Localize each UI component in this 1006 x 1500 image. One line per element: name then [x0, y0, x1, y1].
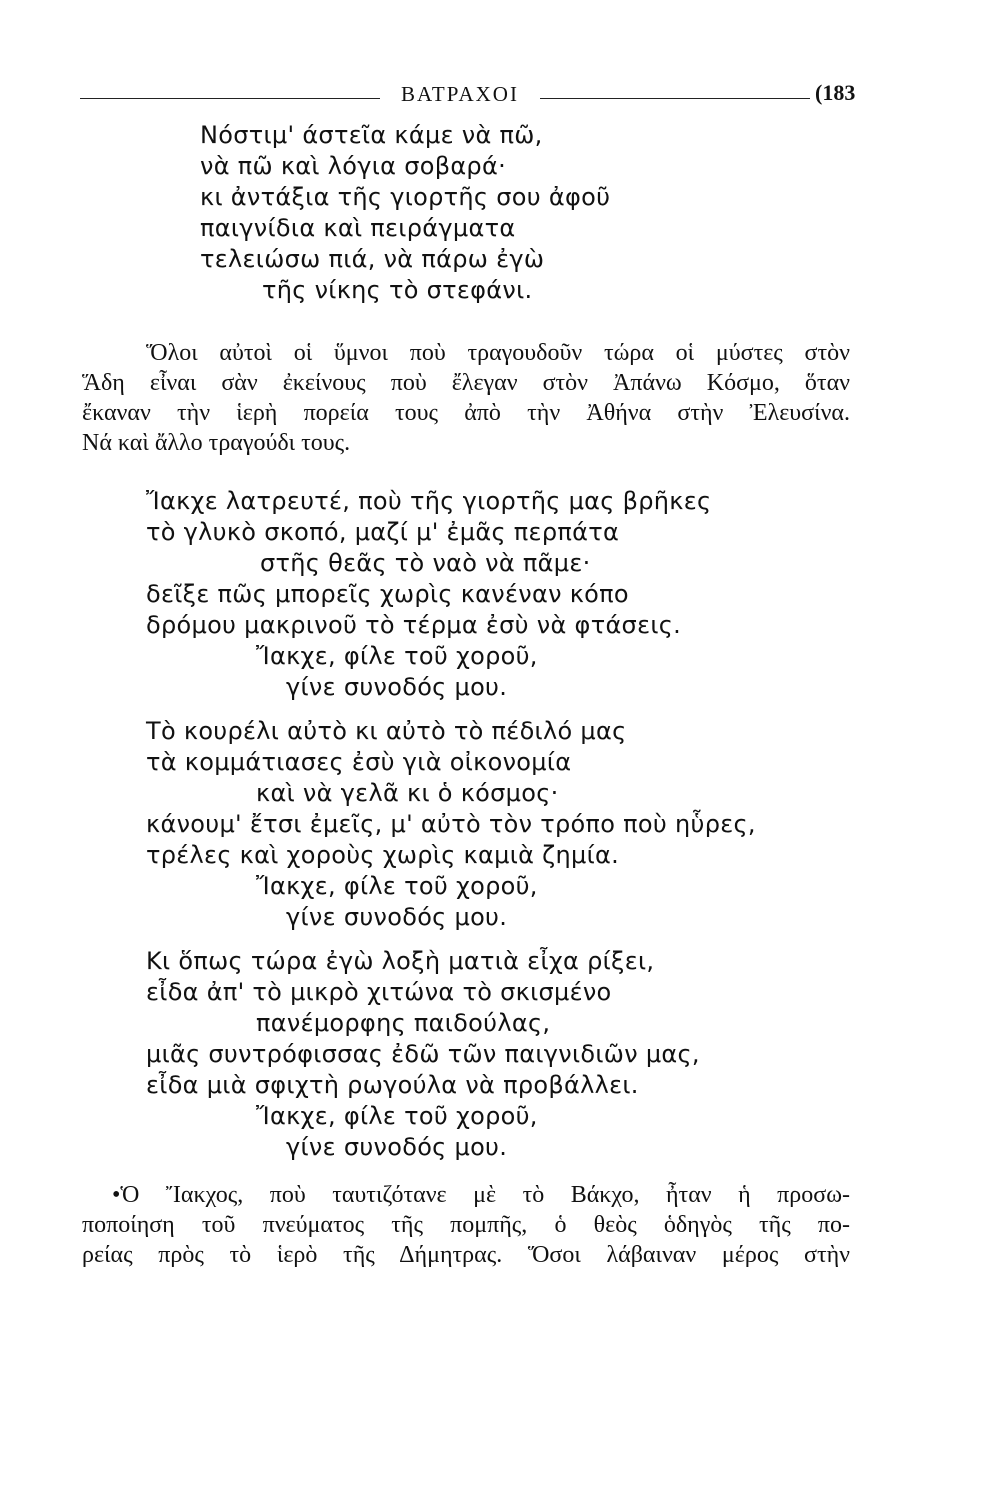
verse-line: Ἴακχε, φίλε τοῦ χοροῦ,	[256, 1102, 538, 1130]
verse-line: νὰ πῶ καὶ λόγια σοβαρά·	[200, 152, 507, 180]
verse-line: τελειώσω πιά, νὰ πάρω ἐγὼ	[200, 245, 545, 273]
verse-line: εἶδα ἀπ' τὸ μικρὸ χιτώνα τὸ σκισμένο	[146, 978, 612, 1006]
verse-line: δεῖξε πῶς μπορεῖς χωρὶς κανέναν κόπο	[146, 580, 629, 608]
verse-line: κάνουμ' ἔτσι ἐμεῖς, μ' αὐτὸ τὸν τρόπο ποὺ ηὗρες,	[146, 810, 756, 838]
footnote-line: ρείας πρὸς τὸ ἱερὸ τῆς Δήμητρας. Ὅσοι λάβαιναν μέρος στὴν	[82, 1242, 850, 1268]
verse-line: Κι ὅπως τώρα ἐγὼ λοξὴ ματιὰ εἶχα ρίξει,	[146, 947, 655, 975]
prose-line: ἔκαναν τὴν ἱερὴ πορεία τους ἀπὸ τὴν Ἀθήνα στὴν Ἐλευσίνα.	[82, 400, 850, 426]
prose-line: Ὅλοι αὐτοὶ οἱ ὕμνοι ποὺ τραγουδοῦν τώρα οἱ μύστες στὸν	[146, 340, 850, 366]
header-rule-left	[80, 98, 380, 99]
prose-line: Ἅδη εἶναι σὰν ἐκείνους ποὺ ἔλεγαν στὸν Ἀπάνω Κόσμο, ὅταν	[82, 370, 850, 396]
verse-line: εἶδα μιὰ σφιχτὴ ρωγούλα νὰ προβάλλει.	[146, 1071, 639, 1099]
verse-line: γίνε συνοδός μου.	[286, 903, 508, 931]
running-title: ΒΑΤΡΑΧΟΙ	[401, 82, 519, 106]
verse-line: πανέμορφης παιδούλας,	[256, 1009, 551, 1037]
verse-line: στῆς θεᾶς τὸ ναὸ νὰ πᾶμε·	[260, 549, 591, 577]
running-header	[80, 76, 860, 112]
verse-line: μιᾶς συντρόφισσας ἐδῶ τῶν παιγνιδιῶν μας,	[146, 1040, 700, 1068]
verse-line: τὸ γλυκὸ σκοπό, μαζί μ' ἐμᾶς περπάτα	[146, 518, 620, 546]
verse-line: τὰ κομμάτιασες ἐσὺ γιὰ οἰκονομία	[146, 748, 572, 776]
verse-line: τρέλες καὶ χοροὺς χωρὶς καμιὰ ζημία.	[146, 841, 620, 869]
verse-line: δρόμου μακρινοῦ τὸ τέρμα ἐσὺ νὰ φτάσεις.	[146, 611, 682, 639]
verse-line: Ἴακχε λατρευτέ, ποὺ τῆς γιορτῆς μας βρῆκες	[146, 487, 712, 515]
verse-line: Ἴακχε, φίλε τοῦ χοροῦ,	[256, 872, 538, 900]
verse-line: καὶ νὰ γελᾶ κι ὁ κόσμος·	[256, 779, 559, 807]
verse-line: Νόστιμ' άστεῖα κάμε νὰ πῶ,	[200, 121, 543, 149]
verse-line: γίνε συνοδός μου.	[286, 1133, 508, 1161]
verse-line: γίνε συνοδός μου.	[286, 673, 508, 701]
verse-line: παιγνίδια καὶ πειράγματα	[200, 214, 516, 242]
prose-line: Νά καὶ ἄλλο τραγούδι τους.	[82, 430, 351, 456]
header-rule-right	[540, 98, 810, 99]
verse-line: Ἴακχε, φίλε τοῦ χοροῦ,	[256, 642, 538, 670]
verse-line: τῆς νίκης τὸ στεφάνι.	[262, 276, 533, 304]
verse-line: Τὸ κουρέλι αὐτὸ κι αὐτὸ τὸ πέδιλό μας	[146, 717, 627, 745]
page-number: (183	[815, 80, 856, 105]
footnote-line: •Ὁ Ἴακχος, ποὺ ταυτιζότανε μὲ τὸ Βάκχο, ἦταν ἡ προσω-	[112, 1182, 850, 1208]
footnote-line: ποποίηση τοῦ πνεύματος τῆς πομπῆς, ὁ θεὸς ὁδηγὸς τῆς πο-	[82, 1212, 850, 1238]
verse-line: κι ἀντάξια τῆς γιορτῆς σου ἀφοῦ	[200, 183, 611, 211]
